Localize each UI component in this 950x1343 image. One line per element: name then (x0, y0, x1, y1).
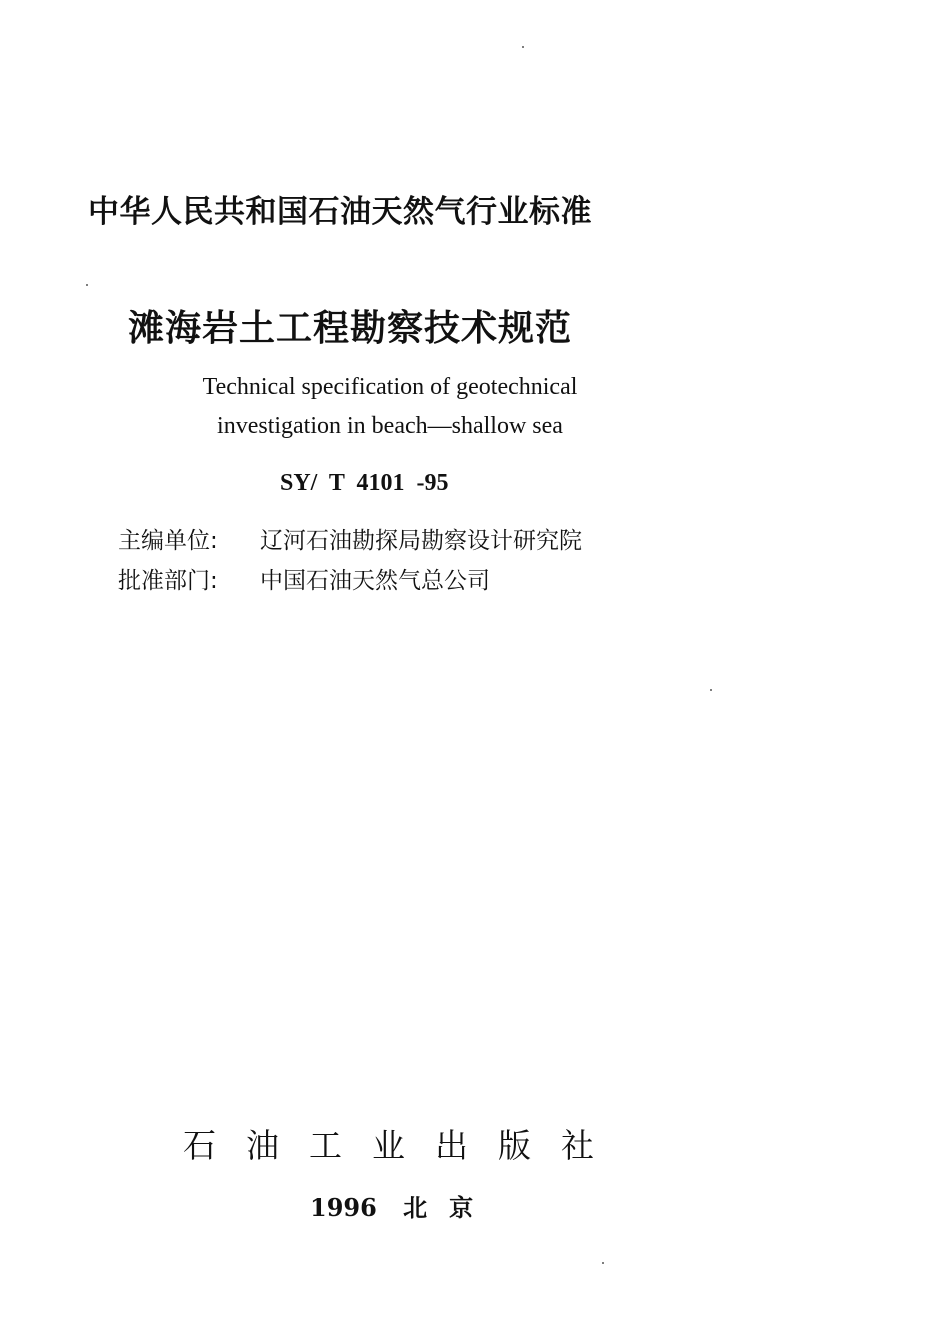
standard-code: SY/ T 4101 -95 (280, 470, 449, 496)
scan-speck (602, 1262, 604, 1264)
editor-value: 辽河石油勘探局勘察设计研究院 (260, 528, 582, 554)
scan-speck (86, 284, 88, 286)
publication-city: 北京 (403, 1193, 496, 1222)
title-en-line-2: investigation in beach—shallow sea (217, 413, 563, 439)
approver-value: 中国石油天然气总公司 (260, 568, 490, 594)
approver-row (118, 562, 490, 595)
scan-speck (710, 689, 712, 691)
editor-label: 主编单位: (118, 528, 218, 554)
scan-speck (522, 46, 524, 48)
approver-label: 批准部门: (118, 568, 218, 594)
editor-row (118, 522, 582, 555)
publication-year: 1996 (310, 1193, 377, 1222)
publisher-name: 石油工业出版社 (183, 1126, 624, 1165)
publication-year-city (310, 1188, 495, 1223)
document-title-chinese: 滩海岩土工程勘察技术规范 (128, 308, 573, 349)
title-en-line-1: Technical specification of geotechnical (202, 374, 578, 400)
document-title-english (150, 368, 630, 446)
series-title: 中华人民共和国石油天然气行业标准 (88, 194, 592, 230)
